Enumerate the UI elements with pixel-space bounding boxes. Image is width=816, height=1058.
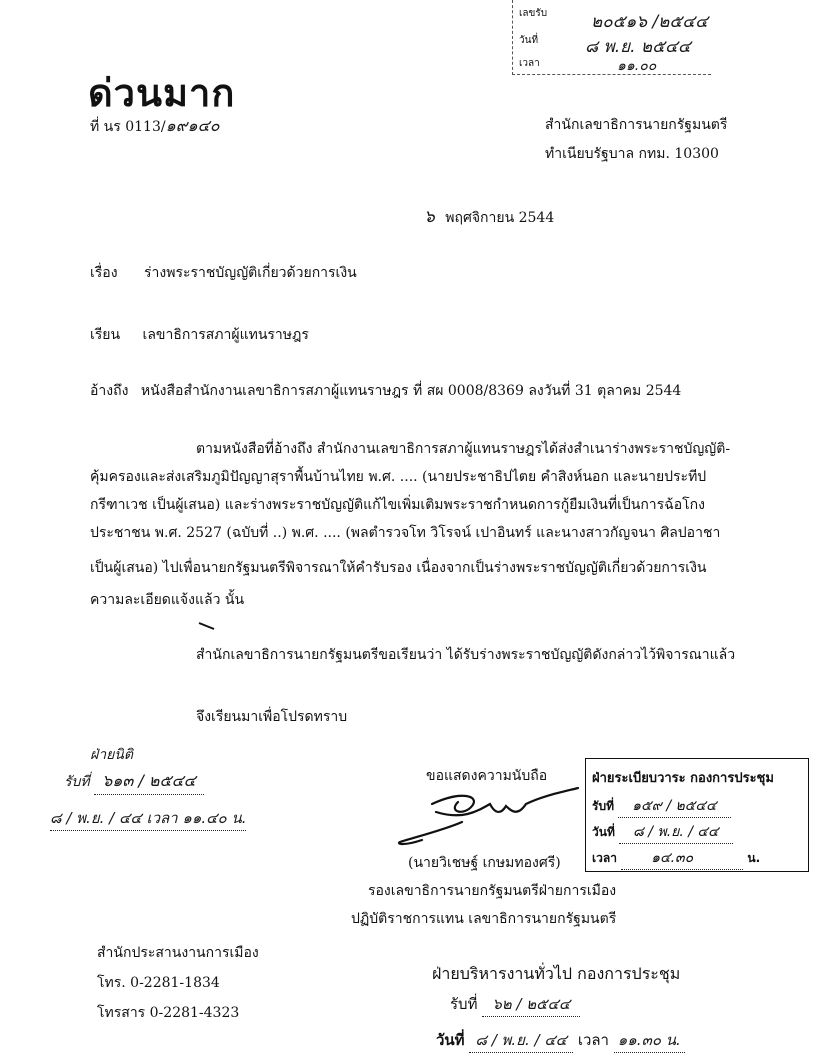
agenda-stamp-receipt-value: ๑๕๙ / ๒๕๔๔ [618,795,730,818]
paragraph1-line1: ตามหนังสือที่อ้างถึง สำนักงานเลขาธิการสภาผู้แทนราษฎรได้ส่งสำเนาร่างพระราชบัญญัติ- [196,441,731,457]
paragraph1-line3: กรีฑาเวช เป็นผู้เสนอ) และร่างพระราชบัญญัติแก้ไขเพิ่มเติมพระราชกำหนดการกู้ยืมเงินที่เป็นการฉ้อโกง [90,497,705,513]
subject-label: เรื่อง [90,265,118,281]
date-day: ๖ [424,207,435,227]
contact-fax: โทรสาร 0-2281-4323 [97,1005,240,1021]
office-address: ทำเนียบรัฐบาล กทม. 10300 [545,146,719,162]
document-reference [90,114,219,139]
contact-phone: โทร. 0-2281-1834 [97,975,220,991]
left-stamp-receipt-value: ๖๑๓ / ๒๕๔๔ [94,769,204,795]
general-admin-stamp-receipt [450,992,580,1017]
paragraph1-line2: คุ้มครองและส่งเสริมภูมิปัญญาสุราพื้นบ้านไทย พ.ศ. .... (นายประชาธิปไตย คำสิงห์นอก และนายประทีป [90,469,707,485]
agenda-stamp-receipt-label: รับที่ [592,799,614,813]
to-label: เรียน [90,327,121,343]
top-receiving-stamp [512,0,711,75]
general-admin-date-label: วันที่ [436,1031,465,1049]
reference-text: หนังสือสำนักงานเลขาธิการสภาผู้แทนราษฎร ที่ สผ 0008/8369 ลงวันที่ 31 ตุลาคม 2544 [140,383,682,399]
left-stamp-receipt [64,769,204,795]
agenda-stamp-time-value: ๑๔.๓๐ [621,847,743,870]
top-stamp-label-2: วันที่ [519,35,539,46]
date-month-year: พฤศจิกายน 2544 [445,210,555,226]
paragraph1-line4: ประชาชน พ.ศ. 2527 (ฉบับที่ ..) พ.ศ. .... (พลตำรวจโท วิโรจน์ เปาอินทร์ และนางสาวกัญจนา ศิลปอาชา [90,525,721,541]
general-admin-stamp-date [436,1028,685,1053]
reference-number: ๑๙๑๔๐ [165,116,220,135]
general-admin-receipt-label: รับที่ [450,995,478,1013]
agenda-stamp-time-suffix: น. [747,851,761,865]
to-line [90,324,309,346]
agenda-stamp-row-time [592,847,760,870]
signatory-position-1: รองเลขาธิการนายกรัฐมนตรีฝ่ายการเมือง [368,883,617,899]
left-stamp-datetime: ๘ / พ.ย. / ๔๔ เวลา ๑๑.๔๐ น. [50,806,246,831]
agenda-stamp-row-receipt [592,795,731,818]
general-admin-date-value: ๘ / พ.ย. / ๔๔ [469,1028,573,1053]
top-stamp-value-1: ๒๐๕๑๖ /๒๕๔๔ [591,12,708,32]
urgent-heading: ด่วนมาก [88,70,236,115]
pen-tick-mark [198,620,216,632]
top-stamp-value-3: ๑๑.๐๐ [617,58,657,74]
office-name: สำนักเลขาธิการนายกรัฐมนตรี [545,117,728,133]
agenda-division-stamp [585,758,809,872]
general-admin-stamp-title: ฝ่ายบริหารงานทั่วไป กองการประชุม [432,964,681,983]
reference-prefix: ที่ นร 0113/ [90,119,166,135]
contact-office: สำนักประสานงานการเมือง [97,945,259,961]
left-stamp-dept: ฝ่ายนิติ [90,747,133,763]
general-admin-time-label: เวลา [577,1031,609,1049]
paragraph1-line6: ความละเอียดแจ้งแล้ว นั้น [90,592,245,608]
handwritten-signature [392,782,582,852]
agenda-stamp-time-label: เวลา [592,851,617,865]
reference-line [90,380,681,402]
subject-text: ร่างพระราชบัญญัติเกี่ยวด้วยการเงิน [144,265,357,281]
top-stamp-label-1: เลขรับ [519,8,548,19]
left-stamp-receipt-label: รับที่ [64,774,90,790]
closing-request: จึงเรียนมาเพื่อโปรดทราบ [196,709,348,725]
signatory-name: (นายวิเชษฐ์ เกษมทองศรี) [408,855,561,871]
signatory-position-2: ปฏิบัติราชการแทน เลขาธิการนายกรัฐมนตรี [351,911,617,927]
top-stamp-label-3: เวลา [519,58,540,69]
agenda-stamp-title: ฝ่ายระเบียบวาระ กองการประชุม [592,771,774,786]
signature-salutation: ขอแสดงความนับถือ [426,768,548,784]
subject-line [90,262,357,284]
reference-label: อ้างถึง [90,383,129,399]
general-admin-receipt-value: ๖๒ / ๒๕๔๔ [482,992,580,1017]
agenda-stamp-date-value: ๘ / พ.ย. / ๔๔ [619,821,733,844]
agenda-stamp-row-date [592,821,733,844]
general-admin-time-value: ๑๑.๓๐ น. [614,1028,685,1053]
top-stamp-value-2: ๘ พ.ย. ๒๕๔๔ [585,37,691,57]
agenda-stamp-date-label: วันที่ [592,825,615,839]
paragraph1-line5: เป็นผู้เสนอ) ไปเพื่อนายกรัฐมนตรีพิจารณาให้คำรับรอง เนื่องจากเป็นร่างพระราชบัญญัติเกี่ยวด้วยการเงิน [90,560,707,576]
document-date [424,203,554,230]
paragraph2: สำนักเลขาธิการนายกรัฐมนตรีขอเรียนว่า ได้รับร่างพระราชบัญญัติดังกล่าวไว้พิจารณาแล้ว [196,647,736,663]
to-text: เลขาธิการสภาผู้แทนราษฎร [142,327,309,343]
